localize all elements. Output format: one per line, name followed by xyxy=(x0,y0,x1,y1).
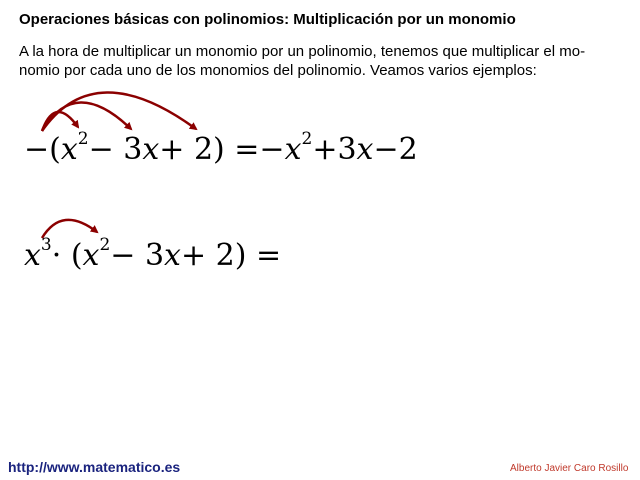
eq1-exp: 2 xyxy=(77,129,89,149)
website-link[interactable]: http://www.matematico.es xyxy=(8,459,181,475)
eq1-var: x xyxy=(60,132,78,167)
eq2-exp-b: 2 xyxy=(99,235,111,255)
eq2-tail: + 2) = xyxy=(180,238,282,273)
eq1-result-var2: x xyxy=(356,132,374,167)
eq2-rest: − 3 xyxy=(110,238,165,273)
eq2-dot: · ( xyxy=(51,238,83,273)
eq1-result-var: x xyxy=(284,132,302,167)
arrow-to-3x-icon xyxy=(42,102,131,131)
eq1-result-minus: − xyxy=(259,132,285,167)
eq2-var: x xyxy=(24,238,41,273)
eq1-result-mid: +3 xyxy=(312,132,357,167)
arrow-to-x2-icon xyxy=(42,112,78,131)
eq1-tail: + 2) = xyxy=(159,132,260,167)
example-1-equation xyxy=(24,129,418,168)
eq1-result-exp: 2 xyxy=(301,129,313,149)
intro-line-1: A la hora de multiplicar un monomio por un polinomio, tenemos que multiplicar el mo- xyxy=(19,43,586,60)
author-credit: Alberto Javier Caro Rosillo xyxy=(510,463,629,474)
eq2-exp: 3 xyxy=(40,235,52,255)
eq1-var2: x xyxy=(142,132,160,167)
eq1-result-end: −2 xyxy=(373,132,418,167)
eq1-prefix: −( xyxy=(24,132,61,167)
eq2-var2: x xyxy=(164,238,181,273)
eq2-var-b: x xyxy=(82,238,100,273)
intro-paragraph xyxy=(19,42,627,80)
arrow-to-2-icon xyxy=(42,92,196,131)
intro-line-2: nomio por cada uno de los monomios del polinomio. Veamos varios ejemplos: xyxy=(19,62,537,79)
eq1-rest: − 3 xyxy=(88,132,143,167)
page-title: Operaciones básicas con polinomios: Multiplicación por un monomio xyxy=(19,11,516,28)
example-2-equation xyxy=(24,235,282,274)
